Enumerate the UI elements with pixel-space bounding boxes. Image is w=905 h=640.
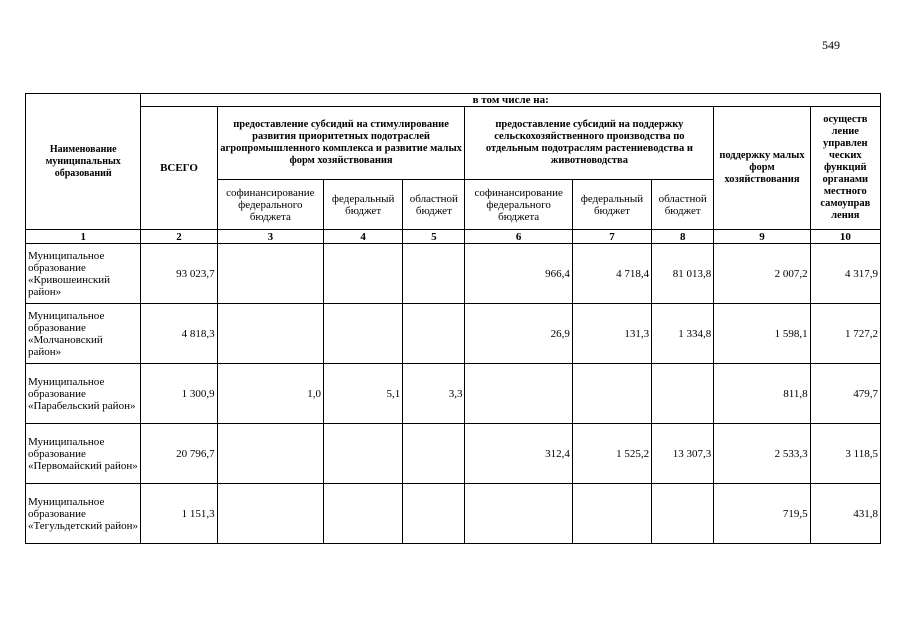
cell-total: 1 300,9 bbox=[141, 364, 217, 424]
cell-value: 4 317,9 bbox=[810, 244, 880, 304]
cell-value: 1 334,8 bbox=[652, 304, 714, 364]
municipality-name: Муниципальное образование «Парабельский район» bbox=[26, 364, 141, 424]
cell-total: 1 151,3 bbox=[141, 484, 217, 544]
cell-value: 3,3 bbox=[403, 364, 465, 424]
cell-value: 13 307,3 bbox=[652, 424, 714, 484]
column-number: 2 bbox=[141, 230, 217, 244]
cell-value: 1 727,2 bbox=[810, 304, 880, 364]
cell-value bbox=[217, 424, 323, 484]
cell-value: 131,3 bbox=[572, 304, 651, 364]
cell-value bbox=[652, 484, 714, 544]
cell-value: 1,0 bbox=[217, 364, 323, 424]
table-body bbox=[26, 244, 881, 544]
cell-value bbox=[217, 244, 323, 304]
subsidy-table bbox=[25, 93, 881, 544]
page-number: 549 bbox=[822, 38, 840, 52]
cell-value: 2 533,3 bbox=[714, 424, 810, 484]
column-number: 4 bbox=[324, 230, 403, 244]
header-including: в том числе на: bbox=[141, 94, 881, 107]
cell-value: 4 718,4 bbox=[572, 244, 651, 304]
header-group2: предоставление субсидий на поддержку сельскохозяйственного производства по отдельным подотраслям растениеводства и животноводства bbox=[465, 107, 714, 180]
cell-value bbox=[403, 304, 465, 364]
column-number: 7 bbox=[572, 230, 651, 244]
header-name-col: Наименование муниципальных образований bbox=[26, 94, 141, 230]
cell-value bbox=[465, 364, 572, 424]
cell-value bbox=[324, 244, 403, 304]
header-support: поддержку малых форм хозяйствования bbox=[714, 107, 810, 230]
cell-value: 3 118,5 bbox=[810, 424, 880, 484]
cell-value bbox=[403, 484, 465, 544]
cell-value: 312,4 bbox=[465, 424, 572, 484]
column-number: 1 bbox=[26, 230, 141, 244]
column-number: 5 bbox=[403, 230, 465, 244]
cell-value bbox=[324, 484, 403, 544]
sub-federal-1: федеральный бюджет bbox=[324, 180, 403, 230]
sub-regional-1: областной бюджет bbox=[403, 180, 465, 230]
cell-value: 479,7 bbox=[810, 364, 880, 424]
table-row bbox=[26, 244, 881, 304]
cell-value bbox=[572, 484, 651, 544]
cell-value bbox=[403, 244, 465, 304]
cell-value bbox=[572, 364, 651, 424]
cell-value: 719,5 bbox=[714, 484, 810, 544]
header-admin: осуществ ление управлен ческих функций органами местного самоуправ ления bbox=[810, 107, 880, 230]
cell-value bbox=[652, 364, 714, 424]
cell-value: 1 598,1 bbox=[714, 304, 810, 364]
cell-value: 26,9 bbox=[465, 304, 572, 364]
cell-total: 4 818,3 bbox=[141, 304, 217, 364]
cell-value: 431,8 bbox=[810, 484, 880, 544]
cell-value: 5,1 bbox=[324, 364, 403, 424]
municipality-name: Муниципальное образование «Молчановский район» bbox=[26, 304, 141, 364]
table-row bbox=[26, 364, 881, 424]
column-number: 10 bbox=[810, 230, 880, 244]
cell-value: 966,4 bbox=[465, 244, 572, 304]
column-number: 3 bbox=[217, 230, 323, 244]
cell-value bbox=[217, 304, 323, 364]
column-number: 8 bbox=[652, 230, 714, 244]
cell-value: 2 007,2 bbox=[714, 244, 810, 304]
table-row bbox=[26, 424, 881, 484]
sub-federal-2: федеральный бюджет bbox=[572, 180, 651, 230]
cell-value bbox=[465, 484, 572, 544]
municipality-name: Муниципальное образование «Кривошеинский район» bbox=[26, 244, 141, 304]
cell-value: 81 013,8 bbox=[652, 244, 714, 304]
cell-value bbox=[403, 424, 465, 484]
cell-value: 811,8 bbox=[714, 364, 810, 424]
cell-total: 20 796,7 bbox=[141, 424, 217, 484]
cell-value bbox=[324, 304, 403, 364]
municipality-name: Муниципальное образование «Первомайский район» bbox=[26, 424, 141, 484]
municipality-name: Муниципальное образование «Тегульдетский район» bbox=[26, 484, 141, 544]
column-number: 9 bbox=[714, 230, 810, 244]
sub-cofin-1: софинансирование федерального бюджета bbox=[217, 180, 323, 230]
cell-total: 93 023,7 bbox=[141, 244, 217, 304]
sub-cofin-2: софинансирование федерального бюджета bbox=[465, 180, 572, 230]
cell-value bbox=[324, 424, 403, 484]
cell-value: 1 525,2 bbox=[572, 424, 651, 484]
header-total: ВСЕГО bbox=[141, 107, 217, 230]
header-group1: предоставление субсидий на стимулирование развития приоритетных подотраслей агропромышленного комплекса и развитие малых форм хозяйствования bbox=[217, 107, 465, 180]
table-row bbox=[26, 484, 881, 544]
column-number: 6 bbox=[465, 230, 572, 244]
table-row bbox=[26, 304, 881, 364]
sub-regional-2: областной бюджет bbox=[652, 180, 714, 230]
column-number-row bbox=[26, 230, 881, 244]
cell-value bbox=[217, 484, 323, 544]
